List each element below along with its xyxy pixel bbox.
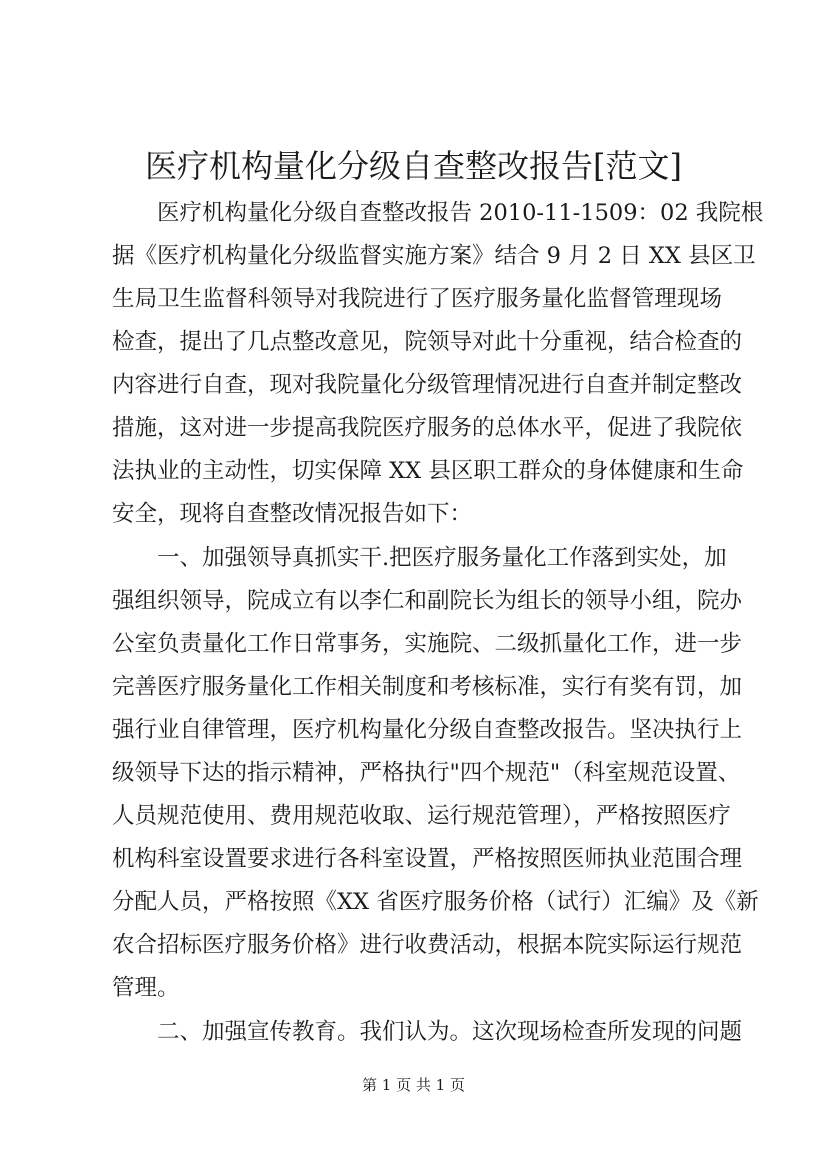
paragraph-3-line-1: 二、加强宣传教育。我们认为。这次现场检查所发现的问题 (157, 1019, 743, 1045)
page-number-footer: 第 1 页 共 1 页 (362, 1076, 465, 1094)
document-body (112, 192, 764, 1054)
paragraph-1-line-7: 法执业的主动性，切实保障 XX 县区职工群众的身体健康和生命 (112, 458, 744, 484)
paragraph-2-line-10: 农合招标医疗服务价格》进行收费活动，根据本院实际运行规范 (112, 932, 743, 958)
paragraph-2-line-11: 管理。 (112, 975, 180, 1001)
paragraph-1-line-5: 内容进行自查，现对我院量化分级管理情况进行自查并制定整改 (112, 372, 743, 398)
paragraph-1-line-3: 生局卫生监督科领导对我院进行了医疗服务量化监督管理现场 (112, 286, 722, 312)
paragraph-2-line-9: 分配人员，严格按照《XX 省医疗服务价格（试行）汇编》及《新 (112, 889, 759, 915)
paragraph-1-line-8: 安全，现将自查整改情况报告如下： (112, 501, 473, 527)
paragraph-2-line-6: 级领导下达的指示精神，严格执行"四个规范"（科室规范设置、 (112, 760, 741, 786)
paragraph-2-line-2: 强组织领导，院成立有以李仁和副院长为组长的领导小组，院办 (112, 588, 743, 614)
paragraph-1-line-4: 检查，提出了几点整改意见，院领导对此十分重视，结合检查的 (112, 329, 743, 355)
paragraph-2-line-3: 公室负责量化工作日常事务，实施院、二级抓量化工作，进一步 (112, 631, 743, 657)
paragraph-2-line-8: 机构科室设置要求进行各科室设置，严格按照医师执业范围合理 (112, 846, 743, 872)
paragraph-2-line-5: 强行业自律管理，医疗机构量化分级自查整改报告。坚决执行上 (112, 717, 743, 743)
paragraph-1-line-6: 措施，这对进一步提高我院医疗服务的总体水平，促进了我院依 (112, 415, 743, 441)
paragraph-2-line-1: 一、加强领导真抓实干.把医疗服务量化工作落到实处，加 (157, 545, 727, 571)
paragraph-2-line-4: 完善医疗服务量化工作相关制度和考核标准，实行有奖有罚，加 (112, 674, 743, 700)
paragraph-1-line-2: 据《医疗机构量化分级监督实施方案》结合 9 月 2 日 XX 县区卫 (112, 243, 756, 269)
paragraph-1-line-1: 医疗机构量化分级自查整改报告 2010-11-1509：02 我院根 (157, 200, 764, 226)
paragraph-2-line-7: 人员规范使用、费用规范收取、运行规范管理），严格按照医疗 (112, 803, 731, 829)
document-title: 医疗机构量化分级自查整改报告[范文] (145, 147, 682, 185)
